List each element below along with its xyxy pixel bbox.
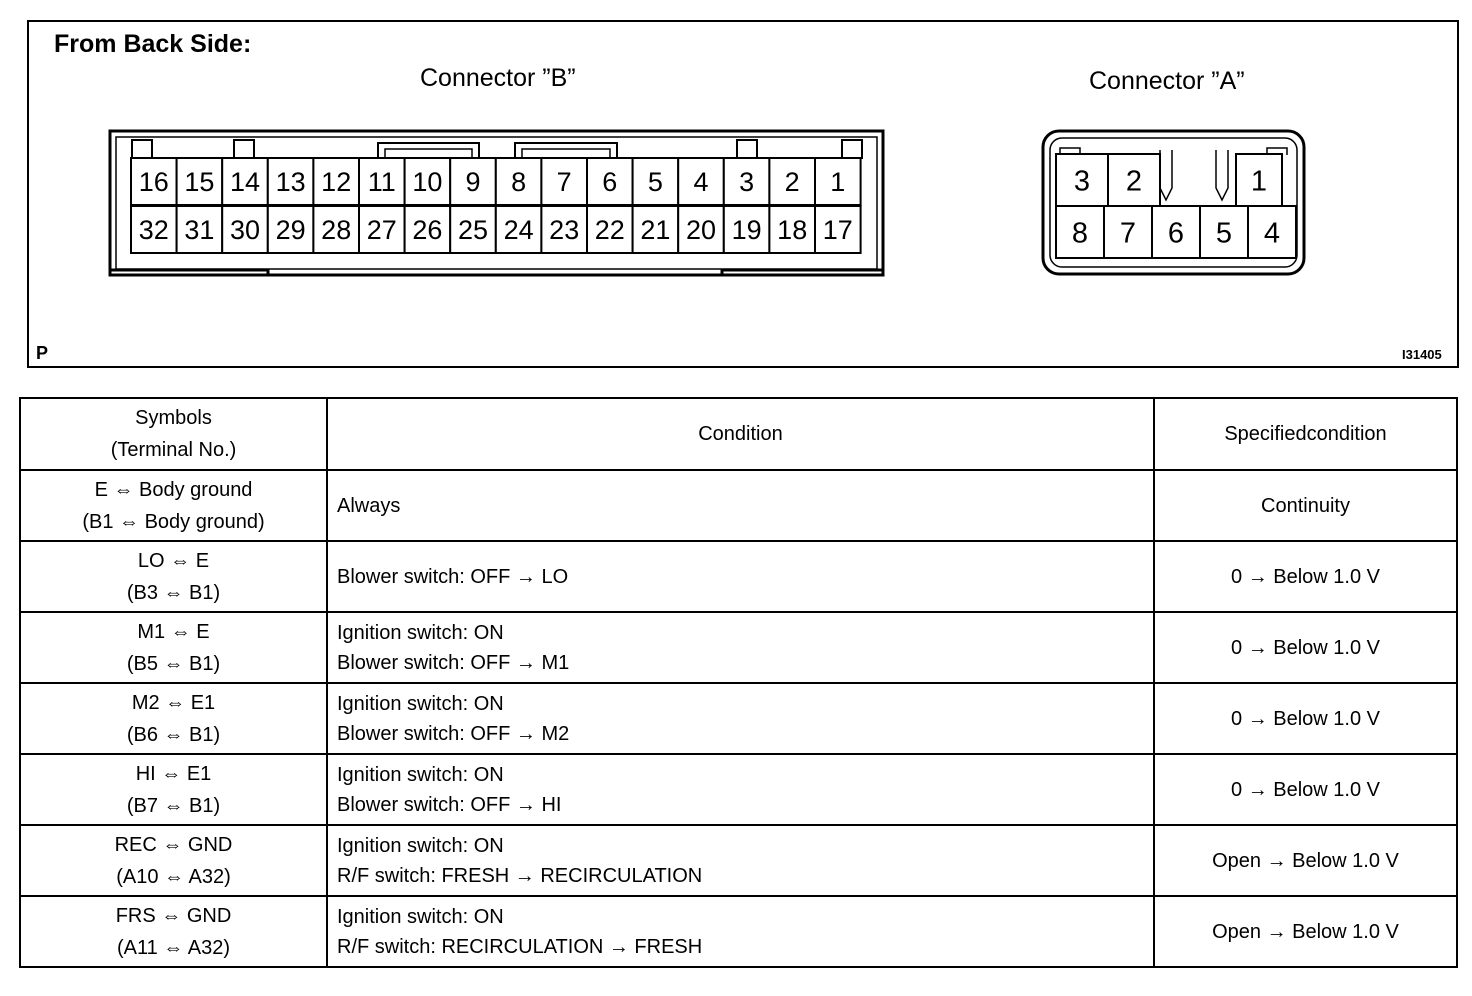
- symbol-text: E ⇔ Body ground: [94, 478, 253, 501]
- connector-diagram: [0, 0, 1472, 380]
- connector-b-pin-number: 16: [138, 167, 169, 198]
- connector-a-pins: [1056, 154, 1296, 258]
- terminal-text: (B6 ⇔ B1): [126, 723, 221, 746]
- spec-table: [19, 397, 1458, 968]
- connector-b-pin-number: 15: [184, 167, 215, 198]
- condition-line: Ignition switch: ON: [337, 692, 504, 715]
- symbol-text: M1 ⇔ E: [137, 620, 210, 643]
- connector-b-pin-number: 28: [321, 215, 352, 246]
- connector-b-pin-number: 30: [229, 215, 261, 246]
- symbol-text: HI ⇔ E1: [135, 762, 212, 785]
- condition-cell: [327, 470, 1154, 541]
- condition-line: Blower switch: OFF → M1: [337, 651, 570, 674]
- symbol-text: FRS ⇔ GND: [115, 904, 232, 927]
- connector-b-pin-number: 2: [784, 167, 800, 198]
- connector-a-label: Connector ”A”: [1089, 67, 1245, 95]
- connector-a-pin-number: 1: [1250, 165, 1268, 198]
- table-row: [20, 612, 1457, 683]
- symbol-cell: [20, 825, 327, 896]
- condition-line: Ignition switch: ON: [337, 763, 504, 786]
- terminal-text: (A11 ⇔ A32): [116, 936, 231, 959]
- connector-a-pin-number: 4: [1263, 217, 1281, 250]
- connector-b-label: Connector ”B”: [420, 64, 576, 92]
- terminal-text: (B1 ⇔ Body ground): [82, 510, 265, 533]
- condition-cell: [327, 754, 1154, 825]
- condition-line: Ignition switch: ON: [337, 905, 504, 928]
- connector-b-pin-number: 1: [830, 167, 846, 198]
- connector-b-pin-number: 12: [321, 167, 352, 198]
- connector-b-pin-number: 29: [275, 215, 306, 246]
- table-row: [20, 541, 1457, 612]
- table-row: [20, 896, 1457, 967]
- symbol-cell: [20, 470, 327, 541]
- connector-a-pin-number: 3: [1073, 165, 1091, 198]
- connector-b-pin-number: 13: [275, 167, 306, 198]
- connector-b-pin-number: 19: [731, 215, 762, 246]
- condition-line: R/F switch: FRESH → RECIRCULATION: [337, 864, 703, 887]
- header-symbols: [20, 398, 327, 470]
- condition-line: Ignition switch: ON: [337, 834, 504, 857]
- symbol-cell: [20, 612, 327, 683]
- connector-b-pin-number: 24: [503, 215, 534, 246]
- table-row: [20, 683, 1457, 754]
- symbol-text: LO ⇔ E: [137, 549, 210, 572]
- header-specified: Specifiedcondition: [1154, 398, 1457, 470]
- symbol-cell: [20, 683, 327, 754]
- connector-a-pin-number: 5: [1215, 217, 1233, 250]
- specified-cell: 0 → Below 1.0 V: [1154, 541, 1457, 612]
- connector-b-pin-number: 5: [647, 167, 663, 198]
- connector-b-pin-number: 4: [693, 167, 709, 198]
- header-condition: Condition: [327, 398, 1154, 470]
- condition-line: Ignition switch: ON: [337, 621, 504, 644]
- condition-cell: [327, 896, 1154, 967]
- connector-b-pin-number: 32: [138, 215, 169, 246]
- table-row: [20, 470, 1457, 541]
- connector-b-pin-number: 18: [777, 215, 808, 246]
- connector-b-pin-number: 3: [739, 167, 755, 198]
- connector-b-pin-number: 20: [685, 215, 717, 246]
- condition-line: Blower switch: OFF → LO: [337, 565, 569, 588]
- connector-b-pin-number: 25: [457, 215, 489, 246]
- header-symbols-line1: Symbols: [135, 407, 212, 429]
- connector-b-pins: [131, 158, 861, 253]
- symbol-text: REC ⇔ GND: [114, 833, 233, 856]
- symbol-cell: [20, 541, 327, 612]
- connector-b-pin-number: 11: [367, 167, 396, 198]
- connector-b-pin-number: 7: [556, 167, 572, 198]
- connector-b-pin-number: 9: [465, 167, 481, 198]
- table-row: [20, 754, 1457, 825]
- condition-cell: [327, 683, 1154, 754]
- terminal-text: (A10 ⇔ A32): [116, 865, 231, 888]
- specified-cell: 0 → Below 1.0 V: [1154, 754, 1457, 825]
- specified-cell: 0 → Below 1.0 V: [1154, 683, 1457, 754]
- header-symbols-line2: (Terminal No.): [110, 439, 237, 461]
- table-header-row: [20, 398, 1457, 470]
- corner-letter: P: [36, 343, 49, 363]
- connector-b-pin-number: 26: [412, 215, 443, 246]
- connector-b-pin-number: 21: [640, 215, 671, 246]
- connector-b-pin-number: 17: [822, 215, 853, 246]
- symbol-cell: [20, 896, 327, 967]
- table-row: [20, 825, 1457, 896]
- condition-line: Always: [337, 494, 401, 517]
- specified-cell: Open → Below 1.0 V: [1154, 896, 1457, 967]
- symbol-text: M2 ⇔ E1: [131, 691, 216, 714]
- symbol-cell: [20, 754, 327, 825]
- connector-a-pin-number: 8: [1071, 217, 1089, 250]
- condition-cell: [327, 541, 1154, 612]
- connector-a-pin-number: 6: [1167, 217, 1185, 250]
- connector-b-pin-number: 8: [511, 167, 527, 198]
- terminal-text: (B3 ⇔ B1): [126, 581, 221, 604]
- connector-b-pin-number: 10: [412, 167, 443, 198]
- connector-a-pin-number: 7: [1119, 217, 1137, 250]
- connector-b-pin-number: 22: [594, 215, 625, 246]
- connector-b-pin-number: 14: [229, 167, 261, 198]
- condition-line: Blower switch: OFF → HI: [337, 793, 562, 816]
- condition-cell: [327, 825, 1154, 896]
- condition-line: Blower switch: OFF → M2: [337, 722, 570, 745]
- panel-title: From Back Side:: [54, 30, 252, 58]
- connector-a-pin-number: 2: [1125, 165, 1143, 198]
- connector-b-pin-number: 6: [602, 167, 618, 198]
- condition-cell: [327, 612, 1154, 683]
- terminal-text: (B5 ⇔ B1): [126, 652, 221, 675]
- connector-b-pin-number: 31: [184, 215, 215, 246]
- connector-b-pin-number: 23: [549, 215, 580, 246]
- terminal-text: (B7 ⇔ B1): [126, 794, 221, 817]
- figure-id: I31405: [1402, 347, 1442, 362]
- specified-cell: Continuity: [1154, 470, 1457, 541]
- condition-line: R/F switch: RECIRCULATION → FRESH: [337, 935, 703, 958]
- specified-cell: 0 → Below 1.0 V: [1154, 612, 1457, 683]
- specified-cell: Open → Below 1.0 V: [1154, 825, 1457, 896]
- connector-b-pin-number: 27: [366, 215, 397, 246]
